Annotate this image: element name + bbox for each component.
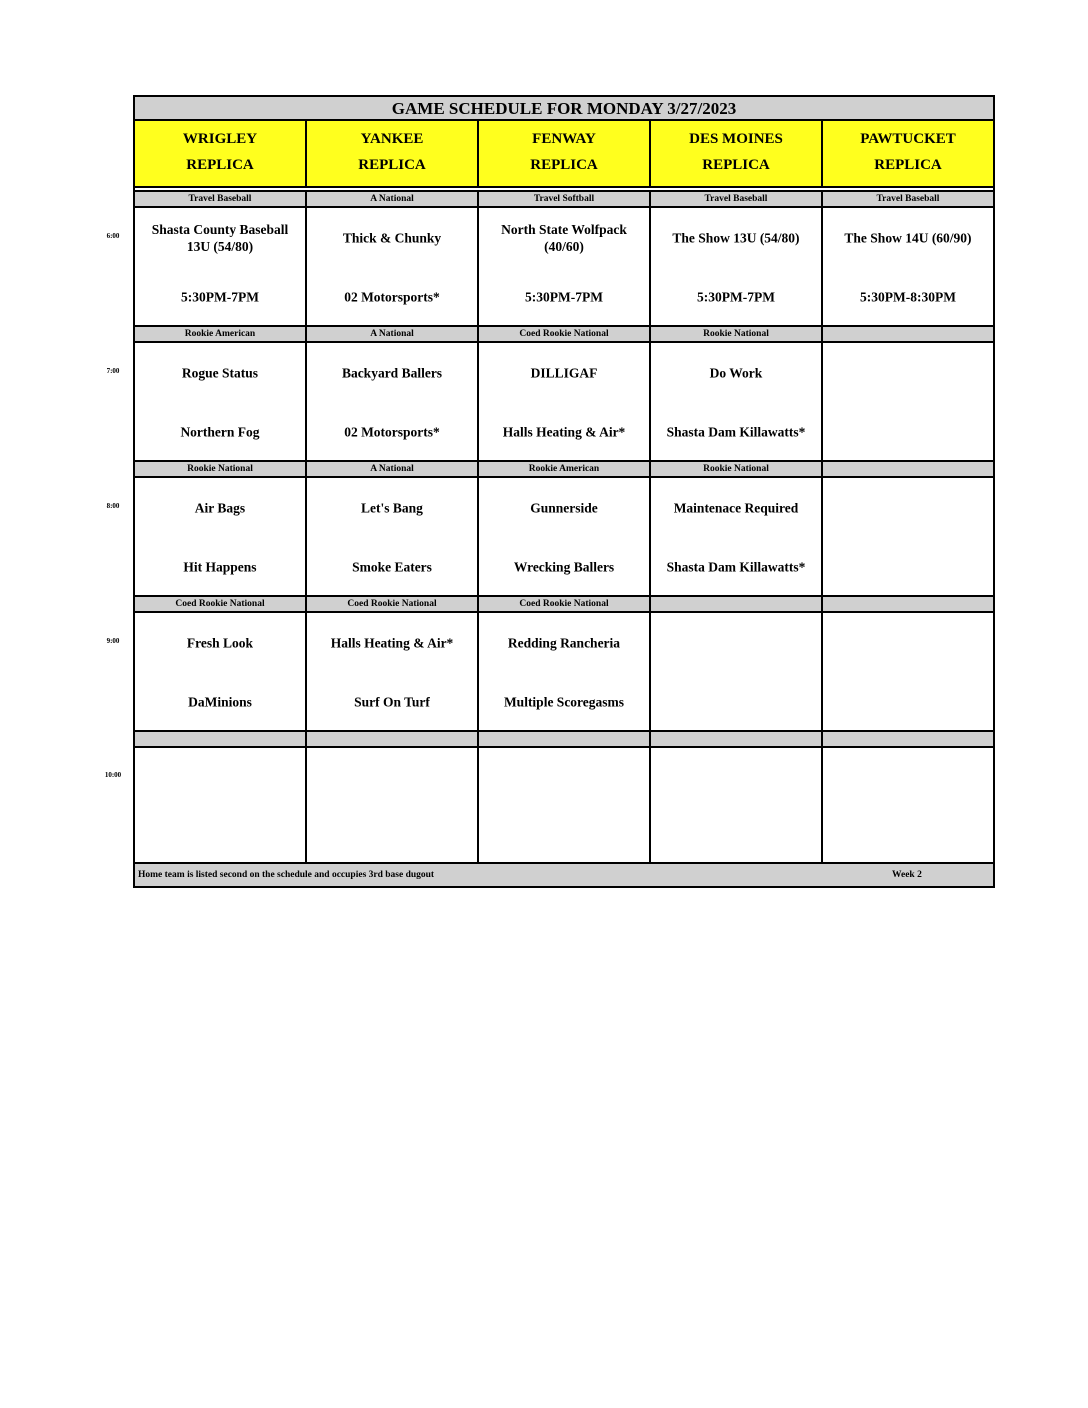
away-team: Air Bags [194,500,246,516]
division-row [135,325,993,343]
home-team: Wrecking Ballers [513,559,615,575]
division-label: Rookie National [651,327,823,341]
away-team: Backyard Ballers [341,365,443,381]
division-label: Coed Rookie National [307,597,479,611]
home-team: Northern Fog [180,424,260,440]
footer-note: Home team is listed second on the schedule and occupies 3rd base dugout [138,870,435,880]
field-name: PAWTUCKET [860,131,956,147]
time-label: 6:00 [106,232,120,240]
field-subtitle: REPLICA [874,157,942,173]
field-header-wrigley [135,121,307,186]
field-header-pawtucket [823,121,993,186]
home-team: Hit Happens [183,559,257,575]
game-cell [651,208,823,325]
away-team: Halls Heating & Air* [330,635,454,651]
schedule-footer [135,862,993,886]
division-row [135,460,993,478]
division-label [823,327,993,341]
game-row [135,208,993,325]
game-cell [479,748,651,865]
home-team: 5:30PM-7PM [181,289,259,305]
away-team: The Show 14U (60/90) [844,230,972,246]
field-name: FENWAY [532,131,596,147]
field-header-fenway [479,121,651,186]
away-team: DILLIGAF [530,365,598,381]
game-row [135,748,993,865]
division-label: Coed Rookie National [479,597,651,611]
game-cell [307,343,479,460]
home-team: DaMinions [188,694,252,710]
game-cell [307,208,479,325]
time-label: 10:00 [104,771,122,779]
away-team: The Show 13U (54/80) [672,230,800,246]
home-team: Smoke Eaters [352,559,432,575]
home-team: Multiple Scoregasms [503,694,625,710]
division-label: Coed Rookie National [479,327,651,341]
field-name: YANKEE [360,131,424,147]
game-cell [135,478,307,595]
home-team: Surf On Turf [354,694,430,710]
division-label [823,597,993,611]
time-label: 8:00 [106,502,120,510]
division-label: Rookie American [479,462,651,476]
away-team: Redding Rancheria [507,635,621,651]
time-slot [135,190,993,325]
home-team: Halls Heating & Air* [502,424,626,440]
division-row [135,730,993,748]
home-team: 5:30PM-7PM [697,289,775,305]
home-team: 5:30PM-8:30PM [860,289,956,305]
division-label [651,597,823,611]
away-team: Maintenace Required [673,500,799,516]
game-cell [651,478,823,595]
game-row [135,343,993,460]
time-slot [135,325,993,460]
game-cell [307,478,479,595]
division-label [135,732,307,746]
game-cell [823,343,993,460]
away-team: Let's Bang [361,500,423,516]
game-cell [479,208,651,325]
division-label: Travel Softball [479,192,651,206]
game-cell [307,748,479,865]
division-label: Travel Baseball [876,194,940,204]
game-cell [135,748,307,865]
game-cell [651,343,823,460]
game-cell [307,613,479,730]
field-subtitle: REPLICA [186,157,254,173]
division-label [823,732,993,746]
game-cell [651,613,823,730]
division-label: Travel Baseball [135,192,307,206]
division-label: A National [307,192,479,206]
division-label: Rookie National [135,462,307,476]
division-row [135,190,993,208]
time-label: 7:00 [106,367,120,375]
field-header-yankee [307,121,479,186]
division-label: A National [307,462,479,476]
time-label: 9:00 [106,637,120,645]
away-team: Shasta County Baseball 13U (54/80) [151,222,289,254]
field-subtitle: REPLICA [702,157,770,173]
home-team: 5:30PM-7PM [525,289,603,305]
time-slot [135,730,993,865]
away-team: Gunnerside [530,500,598,516]
game-cell [479,613,651,730]
away-team: Rogue Status [181,365,259,381]
game-cell [135,343,307,460]
game-cell [823,208,993,325]
division-row [135,595,993,613]
game-cell [135,208,307,325]
game-cell [479,343,651,460]
game-cell [823,613,993,730]
away-team: Fresh Look [186,635,254,651]
away-team: North State Wolfpack (40/60) [501,222,627,254]
division-label [823,462,993,476]
game-row [135,613,993,730]
game-cell [479,478,651,595]
division-label: Rookie National [651,462,823,476]
game-cell [823,478,993,595]
home-team: Shasta Dam Killawatts* [666,424,806,440]
field-header-des-moines [651,121,823,186]
game-row [135,478,993,595]
field-subtitle: REPLICA [530,157,598,173]
away-team: Thick & Chunky [342,230,442,246]
game-cell [651,748,823,865]
field-name: DES MOINES [689,131,783,147]
schedule-table [133,95,995,888]
home-team: 02 Motorsports* [344,424,440,440]
game-cell [823,748,993,865]
division-label: Coed Rookie National [135,597,307,611]
division-label: A National [307,327,479,341]
game-cell [135,613,307,730]
time-slot [135,595,993,730]
division-label [479,732,651,746]
division-label [307,732,479,746]
schedule-title: GAME SCHEDULE FOR MONDAY 3/27/2023 [135,97,993,121]
division-label: Rookie American [135,327,307,341]
time-slot [135,460,993,595]
division-label [651,732,823,746]
division-label: Travel Baseball [651,192,823,206]
home-team: Shasta Dam Killawatts* [666,559,806,575]
away-team: Do Work [709,365,763,381]
home-team: 02 Motorsports* [344,289,440,305]
field-header-row [135,121,993,188]
field-name: WRIGLEY [182,131,258,147]
week-label: Week 2 [892,870,922,880]
field-subtitle: REPLICA [358,157,426,173]
